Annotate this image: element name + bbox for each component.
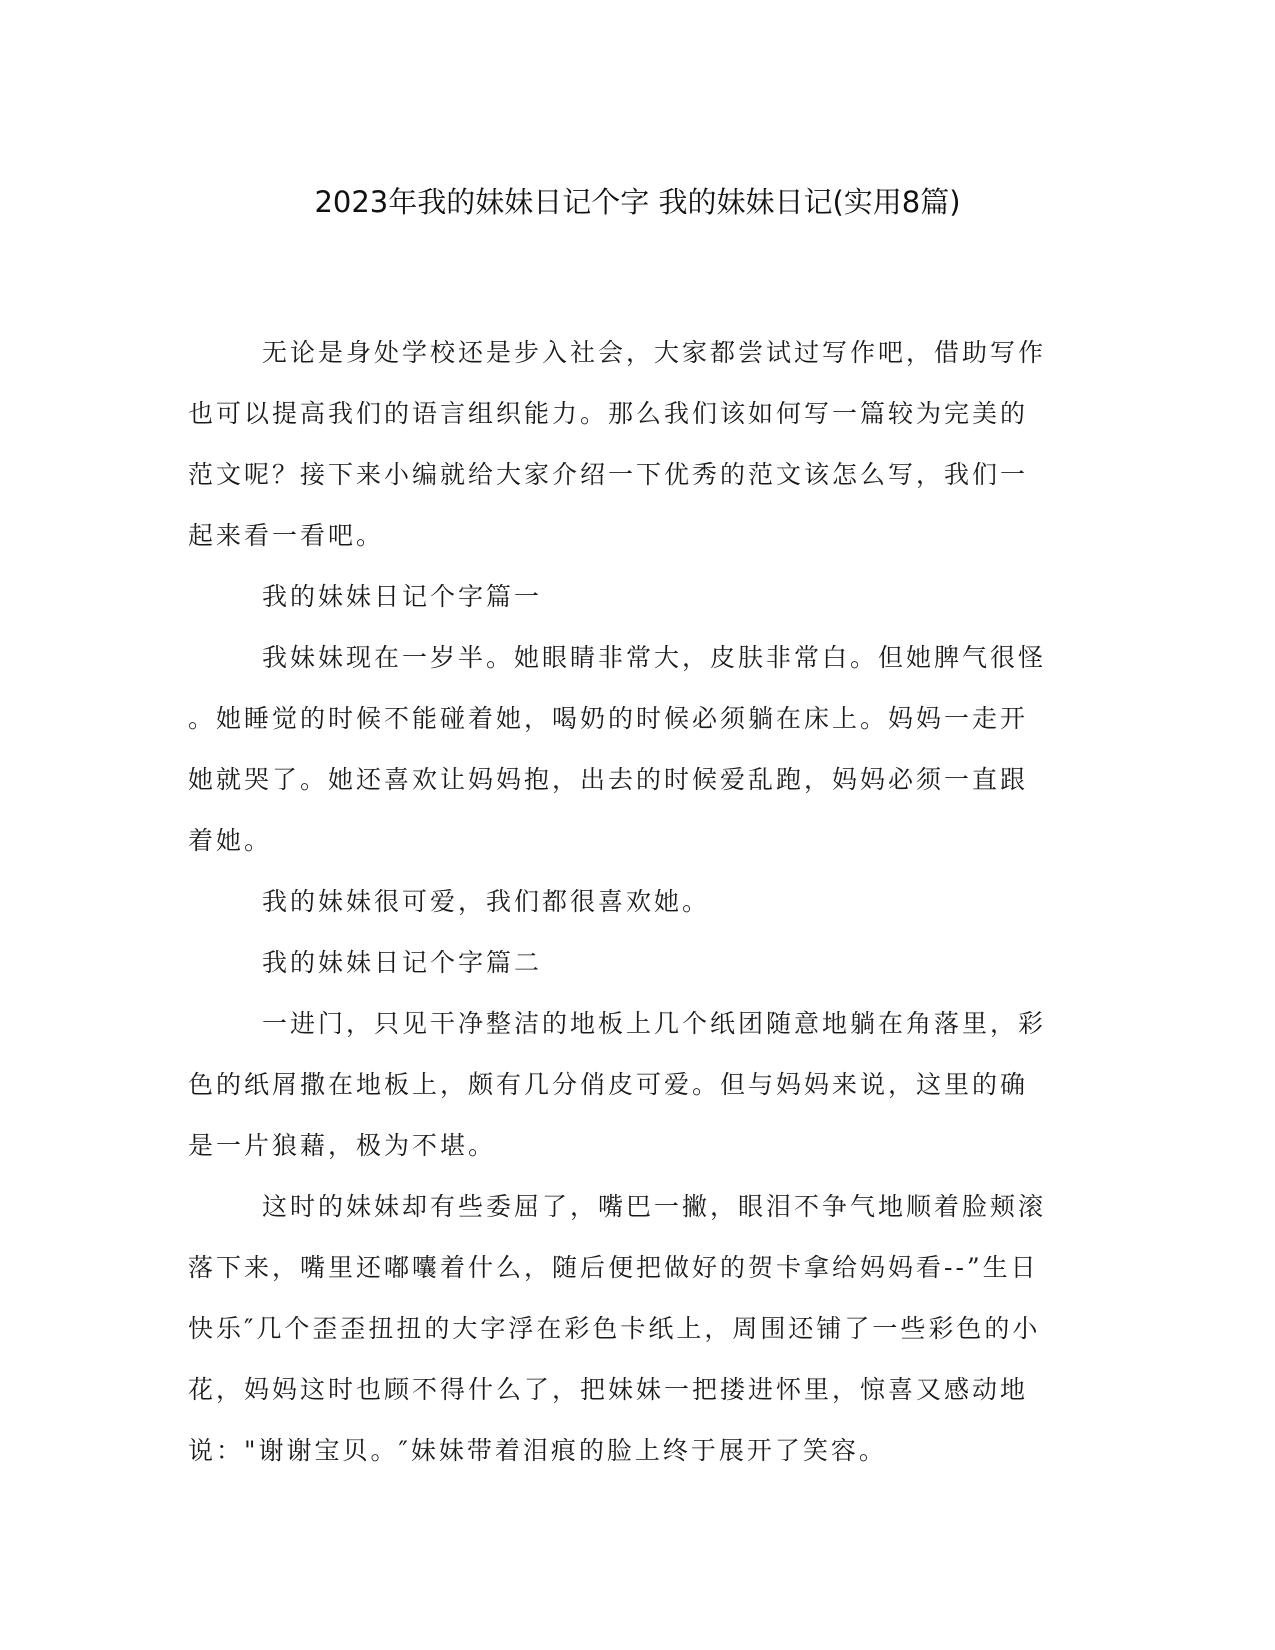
text-line: 范文呢？接下来小编就给大家介绍一下优秀的范文该怎么写，我们一 bbox=[188, 460, 1029, 489]
text-line: 这时的妹妹却有些委屈了，嘴巴一撇，眼泪不争气地顺着脸颊滚 bbox=[262, 1192, 1047, 1221]
paragraph bbox=[188, 322, 1076, 566]
text-line: 也可以提高我们的语言组织能力。那么我们该如何写一篇较为完美的 bbox=[188, 399, 1029, 428]
paragraph bbox=[188, 1176, 1076, 1481]
text-line: 快乐″几个歪歪扭扭的大字浮在彩色卡纸上，周围还铺了一些彩色的小 bbox=[188, 1314, 1041, 1343]
text-line: 我的妹妹日记个字篇二 bbox=[262, 948, 543, 977]
text-line: 花，妈妈这时也顾不得什么了，把妹妹一把搂进怀里，惊喜又感动地 bbox=[188, 1375, 1029, 1404]
text-line: 无论是身处学校还是步入社会，大家都尝试过写作吧，借助写作 bbox=[262, 338, 1047, 367]
text-line: 我妹妹现在一岁半。她眼睛非常大，皮肤非常白。但她脾气很怪 bbox=[262, 643, 1047, 672]
text-line: 我的妹妹很可爱，我们都很喜欢她。 bbox=[262, 887, 711, 916]
section-heading bbox=[188, 932, 1076, 993]
paragraph bbox=[188, 993, 1076, 1176]
paragraph bbox=[188, 627, 1076, 871]
text-line: 色的纸屑撒在地板上，颇有几分俏皮可爱。但与妈妈来说，这里的确 bbox=[188, 1070, 1029, 1099]
section-heading bbox=[188, 566, 1076, 627]
document-title: 2023年我的妹妹日记个字 我的妹妹日记(实用8篇) bbox=[314, 185, 961, 219]
text-line: 是一片狼藉，极为不堪。 bbox=[188, 1131, 497, 1160]
text-line: 落下来，嘴里还嘟囔着什么，随后便把做好的贺卡拿给妈妈看--”生日 bbox=[188, 1253, 1039, 1282]
text-line: 我的妹妹日记个字篇一 bbox=[262, 582, 543, 611]
text-line: 起来看一看吧。 bbox=[188, 521, 385, 550]
text-line: 着她。 bbox=[188, 826, 273, 855]
text-line: 说："谢谢宝贝。″妹妹带着泪痕的脸上终于展开了笑容。 bbox=[188, 1436, 887, 1465]
text-line: 。她睡觉的时候不能碰着她，喝奶的时候必须躺在床上。妈妈一走开 bbox=[188, 704, 1029, 733]
text-line: 一进门，只见干净整洁的地板上几个纸团随意地躺在角落里，彩 bbox=[262, 1009, 1047, 1038]
document-body bbox=[188, 322, 1076, 1481]
paragraph bbox=[188, 871, 1076, 932]
text-line: 她就哭了。她还喜欢让妈妈抱，出去的时候爱乱跑，妈妈必须一直跟 bbox=[188, 765, 1029, 794]
